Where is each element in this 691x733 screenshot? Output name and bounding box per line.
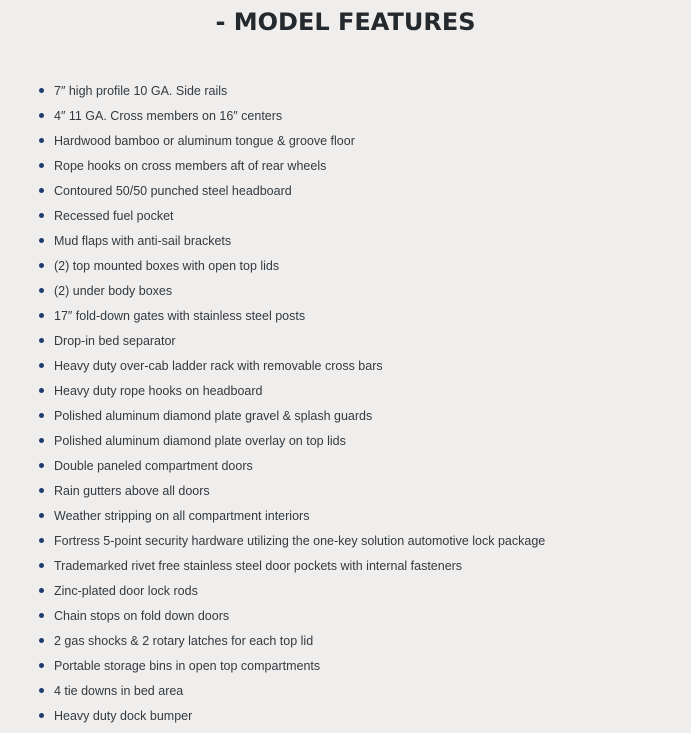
bullet-icon — [39, 613, 44, 618]
bullet-icon — [39, 538, 44, 543]
bullet-icon — [39, 488, 44, 493]
list-item — [37, 228, 545, 253]
list-item — [37, 128, 545, 153]
list-item — [37, 178, 545, 203]
feature-text: Trademarked rivet free stainless steel door pockets with internal fasteners — [54, 558, 463, 573]
feature-text: Weather stripping on all compartment interiors — [54, 508, 310, 523]
list-item — [37, 703, 545, 728]
list-item — [37, 403, 545, 428]
feature-text: Polished aluminum diamond plate overlay on top lids — [54, 433, 346, 448]
feature-text: 17″ fold-down gates with stainless steel posts — [54, 308, 306, 323]
list-item — [37, 303, 545, 328]
list-item — [37, 253, 545, 278]
feature-text: Recessed fuel pocket — [54, 208, 174, 223]
bullet-icon — [39, 213, 44, 218]
feature-text: (2) top mounted boxes with open top lids — [54, 258, 280, 273]
list-item — [37, 153, 545, 178]
bullet-icon — [39, 413, 44, 418]
bullet-icon — [39, 438, 44, 443]
feature-text: Heavy duty rope hooks on headboard — [54, 383, 263, 398]
feature-text: 2 gas shocks & 2 rotary latches for each top lid — [54, 633, 314, 648]
feature-text: Heavy duty dock bumper — [54, 708, 193, 723]
bullet-icon — [39, 338, 44, 343]
feature-text: Drop-in bed separator — [54, 333, 176, 348]
list-item — [37, 328, 545, 353]
bullet-icon — [39, 188, 44, 193]
feature-text: Fortress 5-point security hardware utilizing the one-key solution automotive lock package — [54, 533, 546, 548]
feature-text: Mud flaps with anti-sail brackets — [54, 233, 232, 248]
feature-text: Rope hooks on cross members aft of rear wheels — [54, 158, 327, 173]
list-item — [37, 478, 545, 503]
bullet-icon — [39, 363, 44, 368]
list-item — [37, 678, 545, 703]
bullet-icon — [39, 163, 44, 168]
bullet-icon — [39, 263, 44, 268]
list-item — [37, 378, 545, 403]
feature-text: Hardwood bamboo or aluminum tongue & groove floor — [54, 133, 355, 148]
list-item — [37, 503, 545, 528]
list-item — [37, 628, 545, 653]
bullet-icon — [39, 513, 44, 518]
bullet-icon — [39, 238, 44, 243]
section-heading: - MODEL FEATURES — [215, 8, 476, 36]
feature-text: Polished aluminum diamond plate gravel & splash guards — [54, 408, 373, 423]
list-item — [37, 103, 545, 128]
feature-text: Zinc-plated door lock rods — [54, 583, 198, 598]
bullet-icon — [39, 713, 44, 718]
bullet-icon — [39, 663, 44, 668]
feature-list — [37, 78, 545, 728]
bullet-icon — [39, 388, 44, 393]
bullet-icon — [39, 138, 44, 143]
feature-text: Heavy duty over-cab ladder rack with removable cross bars — [54, 358, 383, 373]
list-item — [37, 278, 545, 303]
list-item — [37, 78, 545, 103]
feature-text: Portable storage bins in open top compartments — [54, 658, 321, 673]
feature-text: (2) under body boxes — [54, 283, 173, 298]
feature-text: Double paneled compartment doors — [54, 458, 253, 473]
feature-text: Rain gutters above all doors — [54, 483, 210, 498]
bullet-icon — [39, 563, 44, 568]
feature-text: 7″ high profile 10 GA. Side rails — [54, 83, 228, 98]
feature-text: Chain stops on fold down doors — [54, 608, 230, 623]
list-item — [37, 428, 545, 453]
list-item — [37, 553, 545, 578]
bullet-icon — [39, 88, 44, 93]
list-item — [37, 603, 545, 628]
feature-text: Contoured 50/50 punched steel headboard — [54, 183, 292, 198]
bullet-icon — [39, 588, 44, 593]
bullet-icon — [39, 688, 44, 693]
bullet-icon — [39, 288, 44, 293]
feature-text: 4″ 11 GA. Cross members on 16″ centers — [54, 108, 283, 123]
list-item — [37, 453, 545, 478]
list-item — [37, 203, 545, 228]
list-item — [37, 353, 545, 378]
bullet-icon — [39, 463, 44, 468]
feature-text: 4 tie downs in bed area — [54, 683, 184, 698]
list-item — [37, 528, 545, 553]
bullet-icon — [39, 313, 44, 318]
list-item — [37, 578, 545, 603]
bullet-icon — [39, 638, 44, 643]
list-item — [37, 653, 545, 678]
bullet-icon — [39, 113, 44, 118]
